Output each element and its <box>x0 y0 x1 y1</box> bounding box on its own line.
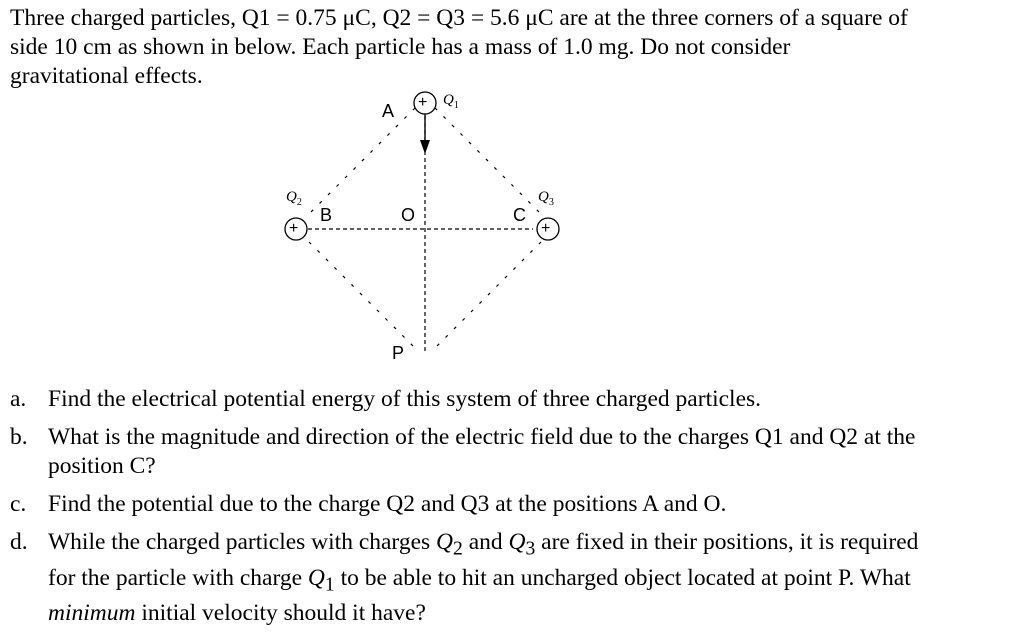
intro-line-2: side 10 cm as shown in below. Each particle has a mass of 1.0 mg. Do not consider <box>10 34 791 60</box>
side-a-c <box>435 108 541 214</box>
question-d <box>10 528 1014 628</box>
q2-label: $Q_2$ <box>286 189 302 208</box>
q2-sign: + <box>289 220 299 237</box>
q3-sign: + <box>541 220 551 237</box>
question-a <box>10 385 1014 414</box>
question-d-marker: d. <box>10 529 28 555</box>
velocity-arrow-head <box>420 140 430 154</box>
question-b-line-2: position C? <box>48 453 156 479</box>
question-d-line-2: for the particle with charge $Q_1$ to be able to hit an uncharged object located at point P. What <box>48 564 911 596</box>
question-c-marker: c. <box>10 491 27 517</box>
question-b-line-1: What is the magnitude and direction of the electric field due to the charges Q1 and Q2 at the <box>48 424 916 450</box>
q3-label: $Q_3$ <box>538 189 554 208</box>
side-a-b <box>309 108 415 214</box>
question-a-text: Find the electrical potential energy of this system of three charged particles. <box>48 386 762 412</box>
point-b-label: B <box>320 205 333 225</box>
diagram-lines <box>275 88 575 370</box>
point-a-label: A <box>382 101 395 121</box>
question-b <box>10 423 1014 481</box>
side-b-p <box>309 242 415 348</box>
question-d-line-1: While the charged particles with charges $Q_2$ and $Q_3$ are fixed in their positions, it is required <box>48 529 919 560</box>
q1-sign: + <box>418 94 428 111</box>
intro-line-1: Three charged particles, Q1 = 0.75 μC, Q2 = Q3 = 5.6 μC are at the three corners of a square of <box>10 5 908 31</box>
charge-diagram <box>275 88 575 370</box>
question-c-text: Find the potential due to the charge Q2 and Q3 at the positions A and O. <box>48 491 727 517</box>
question-c <box>10 490 1014 519</box>
problem-intro <box>10 4 1010 91</box>
point-p-label: P <box>392 343 405 363</box>
point-o-label: O <box>401 205 416 225</box>
question-list <box>10 385 1014 637</box>
question-b-marker: b. <box>10 424 28 450</box>
point-c-label: C <box>513 205 526 225</box>
q1-label: $Q_1$ <box>443 92 459 111</box>
side-c-p <box>435 242 541 348</box>
intro-line-3: gravitational effects. <box>10 63 203 89</box>
question-a-marker: a. <box>10 386 27 412</box>
question-d-line-3: minimum initial velocity should it have? <box>48 600 426 627</box>
